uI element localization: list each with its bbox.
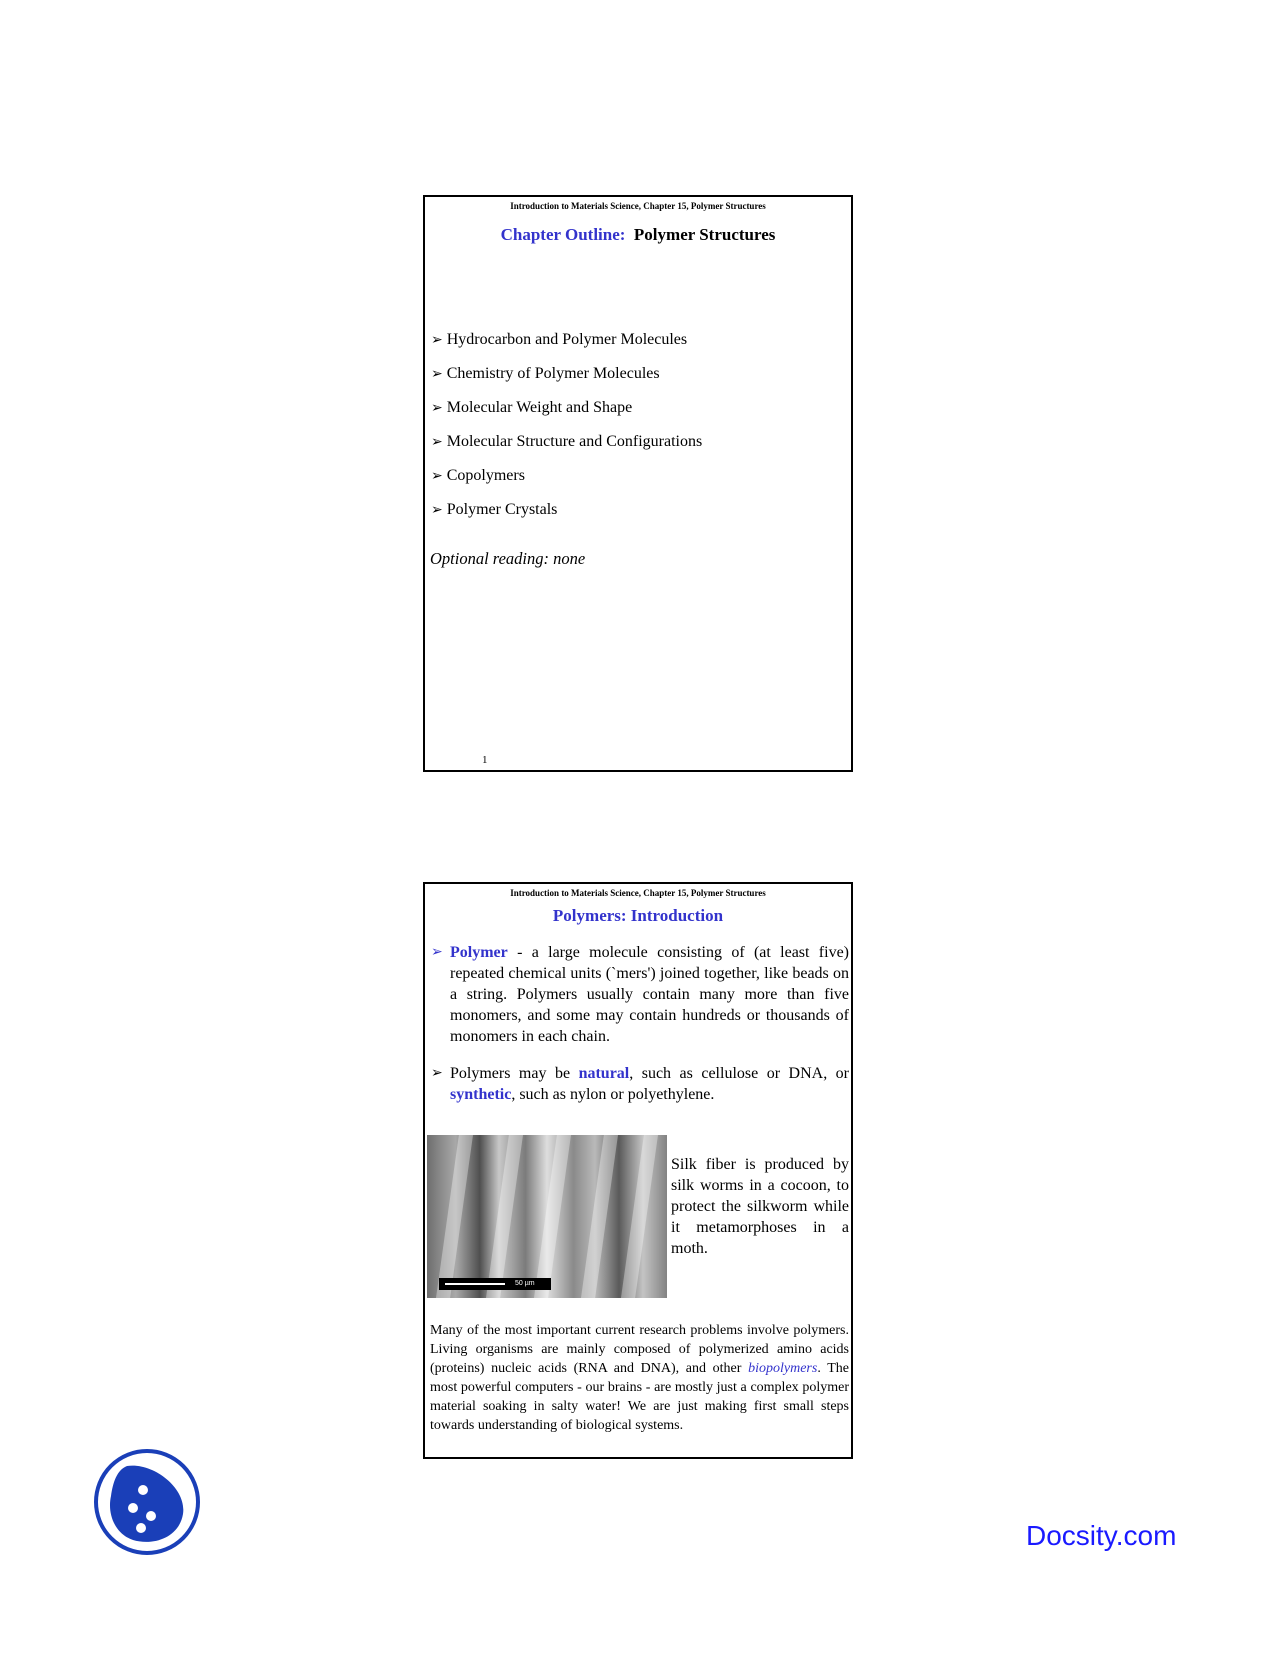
arrow-bullet-icon: ➢ bbox=[431, 1066, 443, 1081]
slide-1 bbox=[423, 195, 853, 772]
silk-caption: Silk fiber is produced by silk worms in a cocoon, to protect the silkworm while it metamorphoses in a moth. bbox=[671, 1156, 849, 1257]
arrow-bullet-icon: ➢ bbox=[431, 435, 443, 450]
slide-2 bbox=[423, 882, 853, 1459]
research-paragraph: Many of the most important current research problems involve polymers. Living organisms are mainly composed of polymerized amino acids (proteins) nucleic acids (RNA and DNA), and other biopolymers. The most powerful computers - our brains - are mostly just a complex polymer material soaking in salty water! We are just making first small steps towards understanding of biological systems. bbox=[430, 1323, 850, 1433]
silk-fiber-micrograph bbox=[427, 1135, 667, 1298]
outline-item: ➢ Hydrocarbon and Polymer Molecules bbox=[431, 331, 688, 348]
arrow-bullet-icon: ➢ bbox=[431, 503, 443, 518]
arrow-bullet-icon: ➢ bbox=[431, 367, 443, 382]
scale-bar bbox=[439, 1278, 551, 1290]
term-natural: natural bbox=[578, 1065, 630, 1082]
term-polymer: Polymer bbox=[450, 944, 508, 961]
polymer-definition: ➢ Polymer - a large molecule consisting of (at least five) repeated chemical units (`mers') joined together, like beads on a string. Polymers usually contain many more than five monomers, and some may contain hundreds or thousands of monomers in each chain. bbox=[431, 944, 849, 1045]
scale-label: 50 µm bbox=[515, 1280, 535, 1287]
docsity-logo-icon[interactable] bbox=[93, 1448, 201, 1556]
outline-list bbox=[431, 330, 702, 534]
term-biopolymers: biopolymers bbox=[748, 1361, 818, 1376]
page-number: 1 bbox=[482, 754, 488, 766]
slide-title bbox=[425, 225, 851, 245]
arrow-bullet-icon: ➢ bbox=[431, 469, 443, 484]
arrow-bullet-icon: ➢ bbox=[431, 945, 443, 960]
arrow-bullet-icon: ➢ bbox=[431, 333, 443, 348]
slide-header: Introduction to Materials Science, Chapter 15, Polymer Structures bbox=[510, 201, 766, 211]
docsity-brand-link[interactable]: Docsity.com bbox=[1026, 1520, 1177, 1551]
outline-item: ➢ Copolymers bbox=[431, 467, 525, 484]
slide-header: Introduction to Materials Science, Chapter 15, Polymer Structures bbox=[510, 888, 766, 898]
slide-title: Polymers: Introduction bbox=[552, 906, 724, 925]
title-main: Polymer Structures bbox=[633, 225, 776, 244]
outline-item: ➢ Molecular Weight and Shape bbox=[431, 399, 633, 416]
outline-item: ➢ Molecular Structure and Configurations bbox=[431, 433, 703, 450]
term-synthetic: synthetic bbox=[450, 1086, 512, 1103]
optional-reading: Optional reading: none bbox=[430, 549, 586, 568]
outline-item: ➢ Polymer Crystals bbox=[431, 501, 558, 518]
title-prefix: Chapter Outline: bbox=[500, 225, 626, 244]
arrow-bullet-icon: ➢ bbox=[431, 401, 443, 416]
outline-item: ➢ Chemistry of Polymer Molecules bbox=[431, 365, 660, 382]
natural-synthetic-paragraph: ➢ Polymers may be natural, such as cellulose or DNA, or synthetic, such as nylon or polyethylene. bbox=[431, 1065, 850, 1103]
